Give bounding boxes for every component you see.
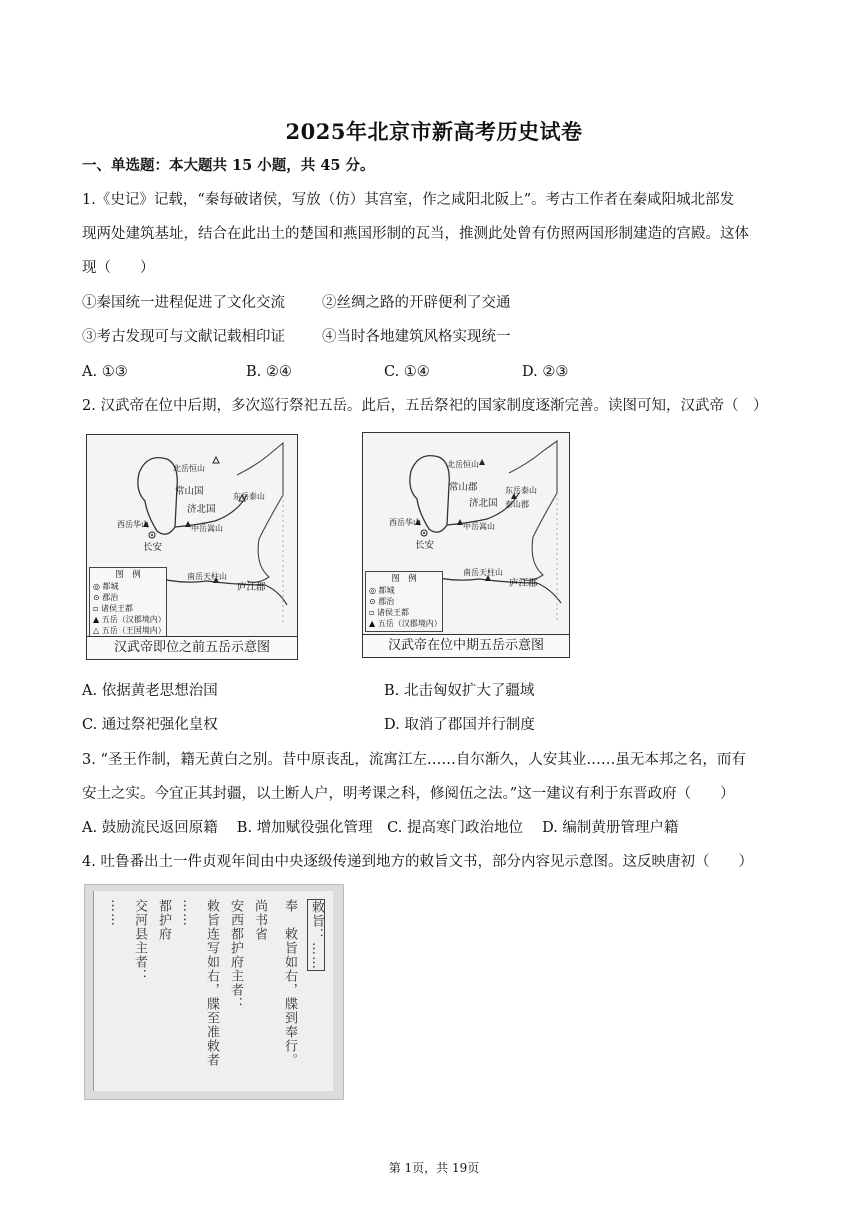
map-1-label-songshan: 中岳嵩山 (191, 524, 223, 533)
map-1-label-huashan: 西岳华山 (117, 520, 149, 529)
map-1-legend-item: ⊙ 郡治 (93, 593, 119, 602)
map-1-caption: 汉武帝即位之前五岳示意图 (87, 636, 297, 659)
page-footer: 第 1页，共 19页 (388, 1161, 480, 1175)
q2-stem: 2. 汉武帝在位中后期，多次巡行祭祀五岳。此后，五岳祭祀的国家制度逐渐完善。读图可知，汉武帝（ ） (82, 398, 768, 414)
edict-column-9: …… (108, 899, 123, 927)
map-before-accession (86, 434, 298, 660)
q1-statement-2: ②丝绸之路的开辟便利了交通 (322, 295, 511, 311)
map-2-legend-item: ◎ 都城 (369, 586, 395, 595)
map-2-label-lujiang: 庐江郡 (509, 578, 538, 589)
q3-stem-line-1: 3. “圣王作制，籍无黄白之别。昔中原丧乱，流寓江左……自尔渐久，人安其业……虽无本邦之名，而有 (82, 752, 746, 768)
map-2-label-huashan: 西岳华山 (389, 518, 421, 527)
q3-stem-line-2: 安土之实。今宜正其封疆，以土断人户，明考课之科，修阅伍之法。”这一建议有利于东晋政府（ ） (82, 786, 735, 802)
q1-statement-3: ③考古发现可与文献记载相印证 (82, 329, 285, 345)
map-2-legend-item: ▲ 五岳（汉郡境内） (369, 619, 442, 628)
map-1-label-changshan: 常山国 (175, 486, 204, 497)
map-1-legend-title: 图 例 (115, 570, 141, 580)
edict-document-sheet (93, 891, 333, 1091)
map-1-label-tianzhushan: 南岳天柱山 (187, 572, 227, 581)
map-1-legend-item: ▲ 五岳（汉郡境内） (93, 615, 166, 624)
edict-column-8: 交河县主者： (132, 899, 147, 983)
edict-column-3: 尚书省 (252, 899, 267, 941)
q1-option-a[interactable]: A. ①③ (82, 364, 128, 380)
map-2-label-tianzhushan: 南岳天柱山 (463, 568, 503, 577)
q2-option-d[interactable]: D. 取消了郡国并行制度 (384, 717, 535, 733)
q2-option-a[interactable]: A. 依据黄老思想治国 (82, 683, 218, 699)
map-1-legend-item: ◎ 都城 (93, 582, 119, 591)
map-1-legend (89, 567, 167, 639)
map-1-legend-item: △ 五岳（王国境内） (93, 626, 166, 635)
q1-statement-1: ①秦国统一进程促进了文化交流 (82, 295, 285, 311)
section-heading: 一、单选题：本大题共 15 小题，共 45 分。 (82, 157, 375, 174)
edict-document-figure (84, 884, 344, 1100)
edict-column-2: 奉 敕旨如右，牒到奉行。 (282, 899, 297, 1067)
edict-column-6: …… (180, 899, 195, 927)
q1-option-d[interactable]: D. ②③ (522, 364, 569, 380)
map-2-legend-item: ⊙ 郡治 (369, 597, 395, 606)
q2-option-b[interactable]: B. 北击匈奴扩大了疆域 (384, 683, 535, 699)
q1-stem-line-3: 现（ ） (82, 260, 155, 276)
map-2-label-changshan: 常山郡 (449, 482, 478, 493)
edict-column-7: 都护府 (156, 899, 171, 941)
q1-stem-line-1: 1.《史记》记载，“秦每破诸侯，写放（仿）其宫室，作之咸阳北阪上”。考古工作者在秦咸阳城北部发 (82, 192, 735, 208)
q2-option-c[interactable]: C. 通过祭祀强化皇权 (82, 717, 218, 733)
map-2-legend-item: ▫ 诸侯王都 (369, 608, 409, 617)
map-1-label-taishan: 东岳泰山 (233, 492, 265, 501)
map-2-label-songshan: 中岳嵩山 (463, 522, 495, 531)
map-mid-reign (362, 432, 570, 658)
map-2-label-taishan: 东岳泰山 (505, 486, 537, 495)
page-title: 2025年北京市新高考历史试卷 (285, 119, 583, 144)
map-1-label-jibei: 济北国 (187, 504, 216, 515)
map-2-legend-title: 图 例 (391, 574, 417, 584)
map-1-label-changan: 长安 (143, 542, 163, 553)
map-2-caption: 汉武帝在位中期五岳示意图 (363, 634, 569, 657)
map-1-label-hengshan: 北岳恒山 (173, 464, 205, 473)
map-1-legend-item: ▫ 诸侯王都 (93, 604, 133, 613)
edict-column-5: 敕旨连写如右，牒至准敕者 (204, 899, 219, 1067)
q1-option-c[interactable]: C. ①④ (384, 364, 430, 380)
map-2-label-taishan-commandery: 泰山郡 (505, 500, 529, 509)
map-2-label-jibei: 济北国 (469, 498, 498, 509)
map-1-label-lujiang: 庐江郡 (237, 582, 266, 593)
map-2-label-changan: 长安 (415, 540, 435, 551)
map-2-legend (365, 571, 443, 632)
q1-statement-4: ④当时各地建筑风格实现统一 (322, 329, 511, 345)
q1-option-b[interactable]: B. ②④ (246, 364, 292, 380)
map-2-label-hengshan: 北岳恒山 (447, 460, 479, 469)
q4-stem: 4. 吐鲁番出土一件贞观年间由中央逐级传递到地方的敕旨文书，部分内容见示意图。这反映唐初（ ） (82, 854, 753, 870)
edict-column-1: 敕旨：…… (309, 900, 324, 970)
q3-options[interactable]: A. 鼓励流民返回原籍 B. 增加赋役强化管理 C. 提高寒门政治地位 D. 编制黄册管理户籍 (82, 820, 679, 836)
edict-column-4: 安西都护府主者： (228, 899, 243, 1011)
q1-stem-line-2: 现两处建筑基址，结合在此出土的楚国和燕国形制的瓦当，推测此处曾有仿照两国形制建造的宫殿。这体 (82, 226, 749, 242)
